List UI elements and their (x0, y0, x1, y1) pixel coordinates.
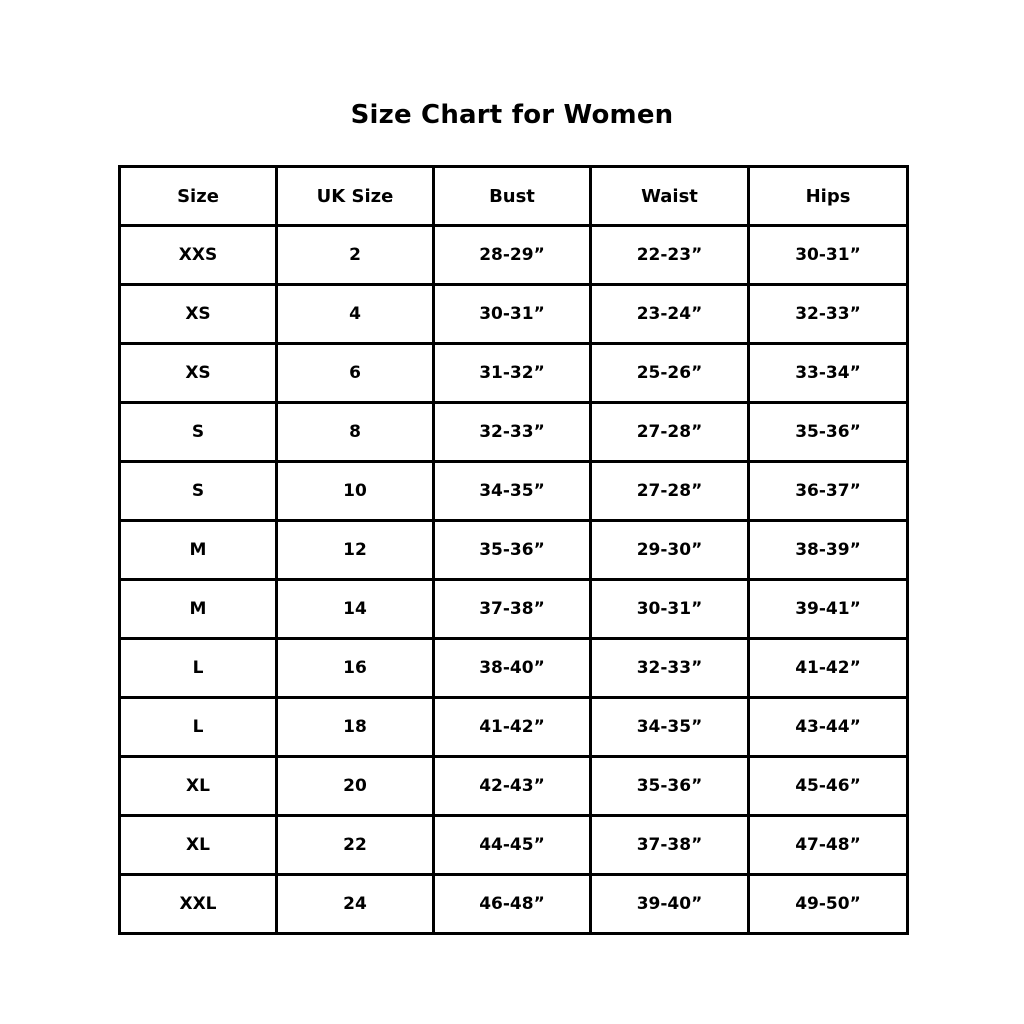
cell-size: XXS (120, 226, 277, 285)
size-chart-table (118, 165, 909, 935)
cell-waist: 37-38” (591, 816, 749, 875)
table-header (120, 167, 908, 226)
cell-uk-size: 20 (277, 757, 434, 816)
column-header-hips: Hips (749, 167, 908, 226)
table-row (120, 285, 908, 344)
cell-hips: 41-42” (749, 639, 908, 698)
cell-size: L (120, 698, 277, 757)
table-row (120, 344, 908, 403)
cell-bust: 30-31” (434, 285, 591, 344)
cell-uk-size: 14 (277, 580, 434, 639)
table-row (120, 462, 908, 521)
cell-size: XXL (120, 875, 277, 934)
cell-hips: 30-31” (749, 226, 908, 285)
table-row (120, 226, 908, 285)
cell-waist: 32-33” (591, 639, 749, 698)
table-header-row (120, 167, 908, 226)
cell-bust: 46-48” (434, 875, 591, 934)
cell-waist: 23-24” (591, 285, 749, 344)
cell-uk-size: 10 (277, 462, 434, 521)
cell-bust: 38-40” (434, 639, 591, 698)
cell-bust: 28-29” (434, 226, 591, 285)
column-header-size: Size (120, 167, 277, 226)
cell-uk-size: 6 (277, 344, 434, 403)
cell-waist: 27-28” (591, 462, 749, 521)
cell-uk-size: 4 (277, 285, 434, 344)
page-title: Size Chart for Women (350, 100, 674, 130)
cell-uk-size: 16 (277, 639, 434, 698)
cell-bust: 44-45” (434, 816, 591, 875)
cell-uk-size: 18 (277, 698, 434, 757)
cell-uk-size: 2 (277, 226, 434, 285)
cell-bust: 42-43” (434, 757, 591, 816)
cell-bust: 35-36” (434, 521, 591, 580)
cell-hips: 33-34” (749, 344, 908, 403)
cell-size: XL (120, 757, 277, 816)
table-row (120, 698, 908, 757)
column-header-waist: Waist (591, 167, 749, 226)
cell-waist: 29-30” (591, 521, 749, 580)
table-row (120, 580, 908, 639)
cell-uk-size: 12 (277, 521, 434, 580)
cell-size: S (120, 462, 277, 521)
table-row (120, 639, 908, 698)
cell-waist: 35-36” (591, 757, 749, 816)
cell-bust: 34-35” (434, 462, 591, 521)
cell-hips: 35-36” (749, 403, 908, 462)
table-row (120, 521, 908, 580)
cell-hips: 47-48” (749, 816, 908, 875)
cell-bust: 32-33” (434, 403, 591, 462)
table-row (120, 875, 908, 934)
cell-hips: 49-50” (749, 875, 908, 934)
column-header-uk-size: UK Size (277, 167, 434, 226)
table-body (120, 226, 908, 934)
cell-waist: 39-40” (591, 875, 749, 934)
cell-size: XS (120, 285, 277, 344)
cell-hips: 39-41” (749, 580, 908, 639)
cell-hips: 43-44” (749, 698, 908, 757)
cell-uk-size: 8 (277, 403, 434, 462)
table-row (120, 403, 908, 462)
cell-bust: 31-32” (434, 344, 591, 403)
cell-waist: 27-28” (591, 403, 749, 462)
cell-hips: 32-33” (749, 285, 908, 344)
cell-waist: 34-35” (591, 698, 749, 757)
cell-hips: 36-37” (749, 462, 908, 521)
cell-size: XS (120, 344, 277, 403)
cell-waist: 22-23” (591, 226, 749, 285)
cell-hips: 38-39” (749, 521, 908, 580)
cell-hips: 45-46” (749, 757, 908, 816)
cell-waist: 30-31” (591, 580, 749, 639)
column-header-bust: Bust (434, 167, 591, 226)
cell-size: M (120, 521, 277, 580)
cell-bust: 37-38” (434, 580, 591, 639)
table-row (120, 816, 908, 875)
cell-size: XL (120, 816, 277, 875)
size-chart-table-container (118, 165, 906, 935)
cell-uk-size: 24 (277, 875, 434, 934)
cell-size: L (120, 639, 277, 698)
cell-size: S (120, 403, 277, 462)
cell-uk-size: 22 (277, 816, 434, 875)
cell-waist: 25-26” (591, 344, 749, 403)
cell-size: M (120, 580, 277, 639)
cell-bust: 41-42” (434, 698, 591, 757)
table-row (120, 757, 908, 816)
